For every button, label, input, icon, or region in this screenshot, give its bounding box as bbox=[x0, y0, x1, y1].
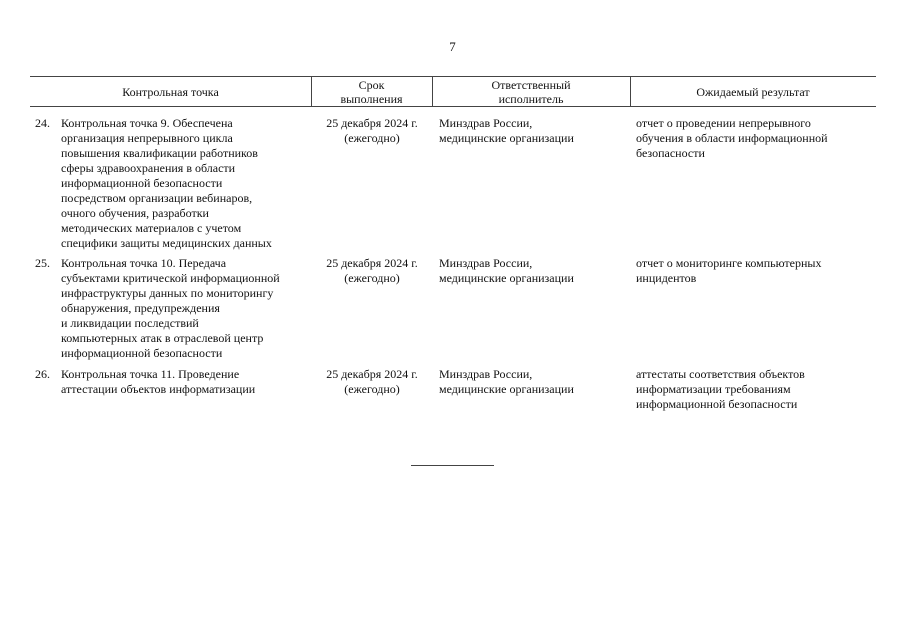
row-deadline: 25 декабря 2024 г. (ежегодно) bbox=[326, 116, 418, 145]
row-number: 25. bbox=[35, 256, 50, 270]
header-checkpoint: Контрольная точка bbox=[122, 85, 219, 99]
table-header-bottom-rule bbox=[30, 106, 876, 107]
row-executor: Минздрав России, медицинские организации bbox=[439, 367, 574, 396]
end-of-document-rule bbox=[411, 465, 494, 466]
row-checkpoint: Контрольная точка 11. Проведение аттестации объектов информатизации bbox=[61, 367, 256, 396]
row-number: 24. bbox=[35, 116, 50, 130]
row-number: 26. bbox=[35, 367, 50, 381]
row-checkpoint: Контрольная точка 10. Передача субъектами критической информационной инфраструктуры данных по мониторингу обнаружения, предупреждения и ликвидации последствий компьютерных атак в отраслевой центр информационной безопасности bbox=[61, 256, 280, 360]
row-deadline: 25 декабря 2024 г. (ежегодно) bbox=[326, 256, 418, 285]
table-header-top-rule bbox=[30, 76, 876, 77]
header-deadline: Срок выполнения bbox=[340, 78, 403, 106]
page-number: 7 bbox=[449, 39, 456, 54]
row-deadline: 25 декабря 2024 г. (ежегодно) bbox=[326, 367, 418, 396]
header-executor: Ответственный исполнитель bbox=[491, 78, 571, 106]
row-result: аттестаты соответствия объектов информатизации требованиям информационной безопасности bbox=[636, 367, 805, 411]
row-result: отчет о мониторинге компьютерных инцидентов bbox=[636, 256, 822, 285]
row-executor: Минздрав России, медицинские организации bbox=[439, 256, 574, 285]
row-checkpoint: Контрольная точка 9. Обеспечена организация непрерывного цикла повышения квалификации работников сферы здравоохранения в области информационной безопасности посредством организации вебинаров, очного обучения, разработки методических материалов с учетом специфики защиты медицинских данных bbox=[61, 116, 272, 250]
header-result: Ожидаемый результат bbox=[696, 85, 810, 99]
row-executor: Минздрав России, медицинские организации bbox=[439, 116, 574, 145]
row-result: отчет о проведении непрерывного обучения в области информационной безопасности bbox=[636, 116, 828, 160]
